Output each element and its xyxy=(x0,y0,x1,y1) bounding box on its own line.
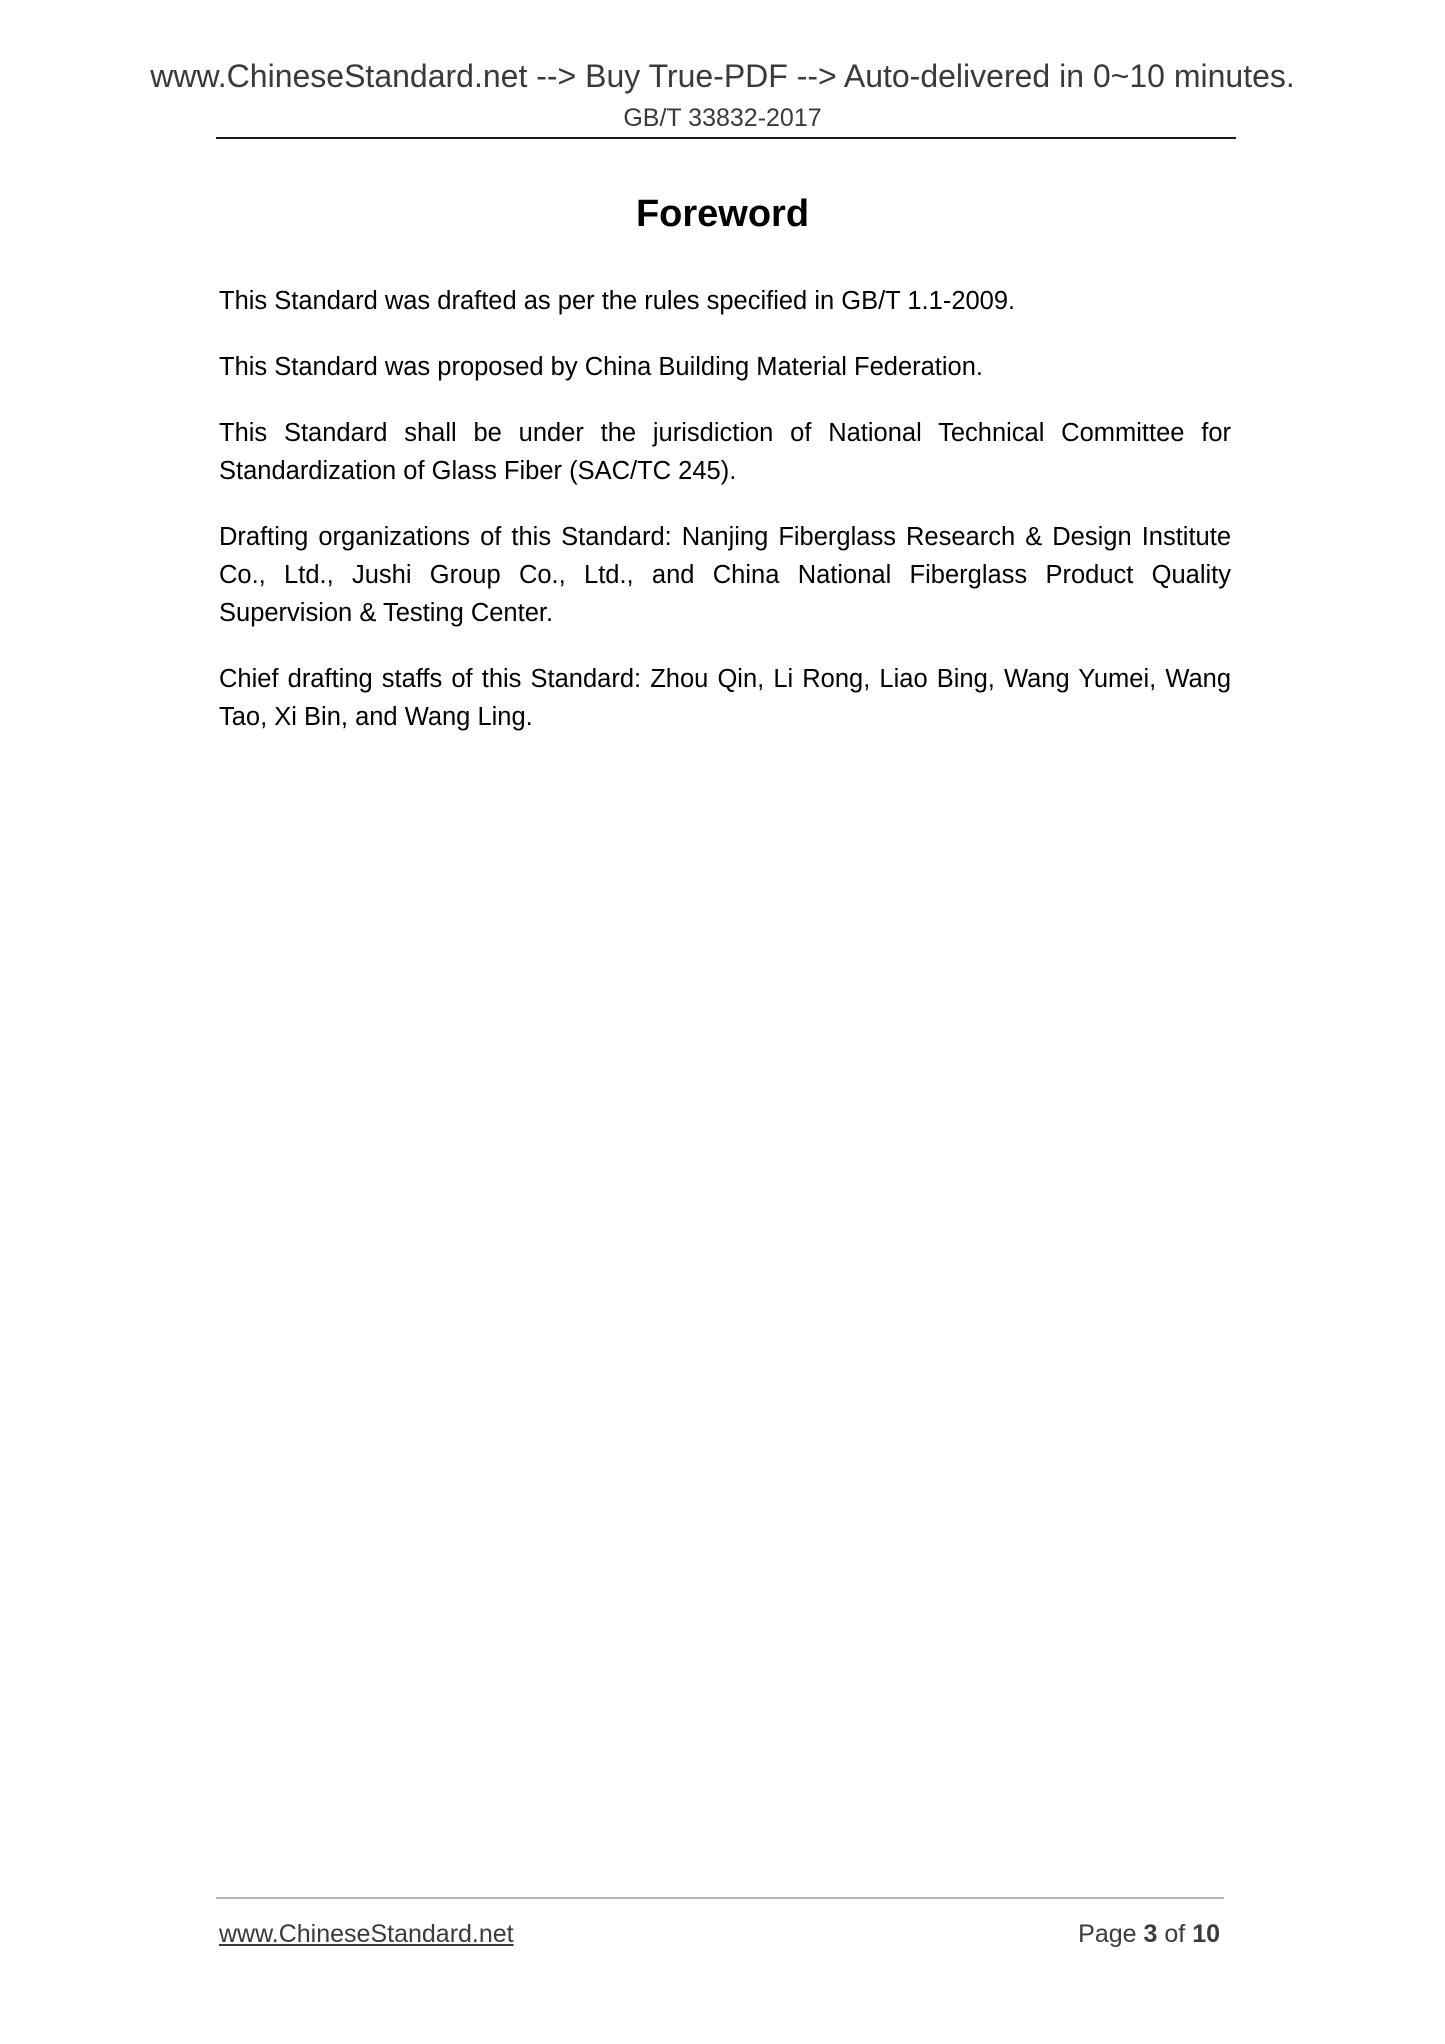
paragraph-proposer: This Standard was proposed by China Building Material Federation. xyxy=(219,353,984,381)
page-current: 3 xyxy=(1143,1920,1158,1948)
paragraph-drafting-rules: This Standard was drafted as per the rules specified in GB/T 1.1-2009. xyxy=(219,287,1016,315)
page-total: 10 xyxy=(1192,1920,1220,1948)
standard-code: GB/T 33832-2017 xyxy=(623,104,822,132)
page-word: Page xyxy=(1078,1920,1137,1948)
footer-website-link[interactable]: www.ChineseStandard.net xyxy=(219,1920,514,1948)
paragraph-drafting-organizations: Drafting organizations of this Standard: Nanjing Fiberglass Research & Design Institute Co., Ltd., Jushi Group Co., Ltd., and China National Fiberglass Product Quality Supervision & Testing Center. xyxy=(219,523,1231,627)
page-indicator xyxy=(1078,1917,1220,1951)
foreword-body xyxy=(219,282,1231,764)
page-of-word: of xyxy=(1164,1920,1186,1948)
header-divider xyxy=(216,137,1236,139)
paragraph-chief-drafting-staffs: Chief drafting staffs of this Standard: Zhou Qin, Li Rong, Liao Bing, Wang Yumei, Wang Tao, Xi Bin, and Wang Ling. xyxy=(219,665,1231,731)
paragraph-jurisdiction: This Standard shall be under the jurisdiction of National Technical Committee for Standardization of Glass Fiber (SAC/TC 245). xyxy=(219,419,1231,485)
page-title: Foreword xyxy=(635,193,810,235)
header-banner: www.ChineseStandard.net --> Buy True-PDF --> Auto-delivered in 0~10 minutes. xyxy=(150,58,1295,94)
footer-divider xyxy=(216,1897,1224,1899)
